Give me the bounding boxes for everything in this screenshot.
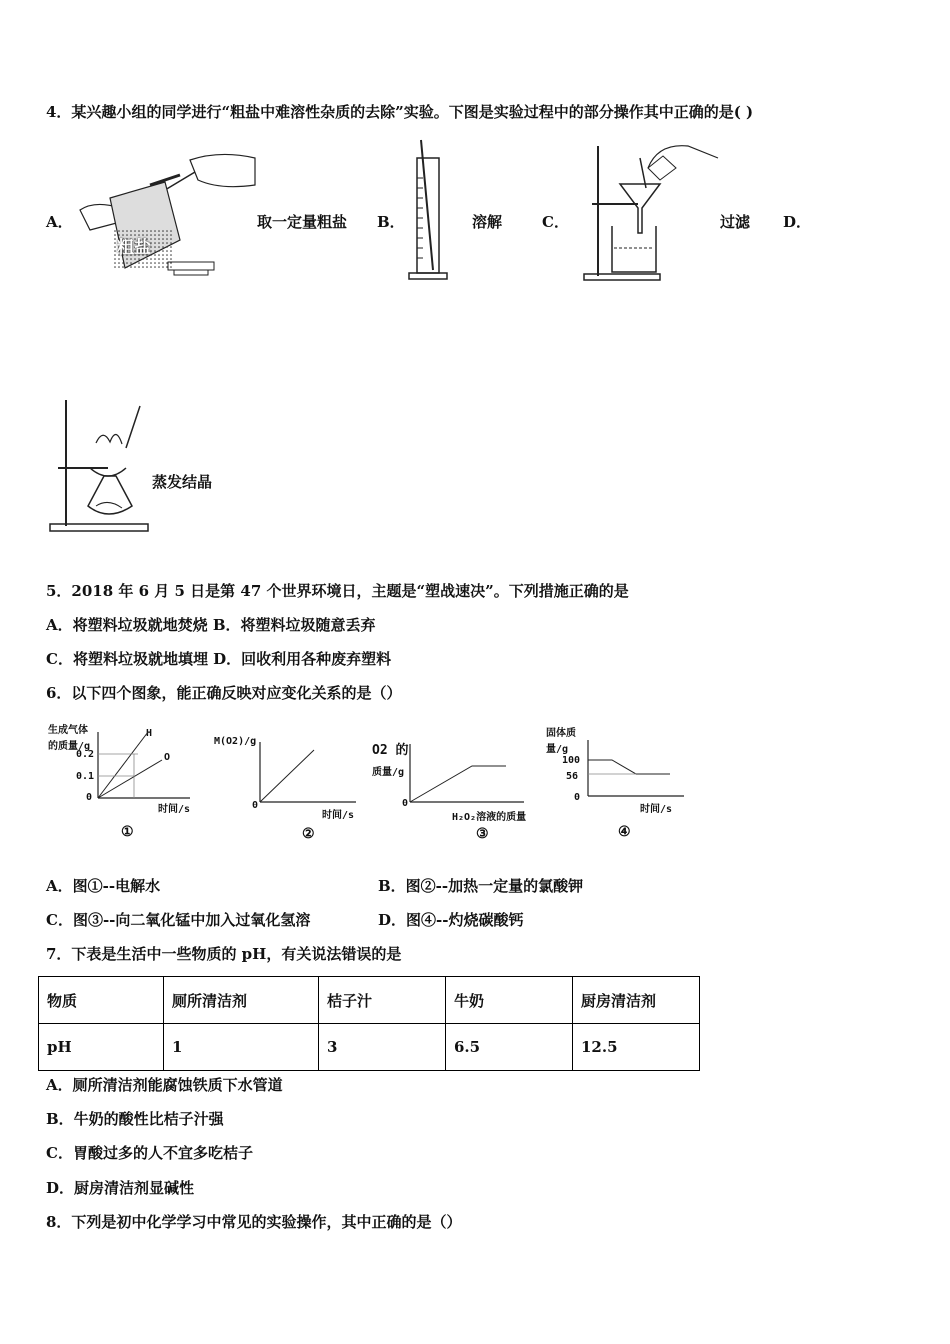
g1-line-h-path xyxy=(98,732,148,798)
graph-2-axes xyxy=(256,738,366,810)
table-header-cell: 桔子汁 xyxy=(319,977,446,1024)
table-header-cell: 物质 xyxy=(39,977,164,1024)
q5-options-cd: C．将塑料垃圾就地填埋 D．回收利用各种废弃塑料 xyxy=(46,650,392,668)
g4-tick-100: 100 xyxy=(562,755,581,766)
g4-ylabel-2: 量/g xyxy=(546,744,569,755)
g1-line-o-path xyxy=(98,760,162,798)
g3-ylabel-1: O2 的 xyxy=(372,743,409,758)
g1-line-h: H xyxy=(146,728,153,739)
g1-ylabel-1: 生成气体 xyxy=(48,725,88,736)
graph-4-axes xyxy=(584,738,694,800)
table-cell: pH xyxy=(39,1024,164,1071)
g4-origin: 0 xyxy=(574,792,581,803)
g1-tick-01: 0.1 xyxy=(76,771,95,782)
q4-label-c: 过滤 xyxy=(720,213,751,231)
q7-option-c: C．胃酸过多的人不宜多吃桔子 xyxy=(46,1144,253,1162)
table-cell: 12.5 xyxy=(573,1024,700,1071)
g1-ylabel-2: 的质量/g xyxy=(48,741,91,752)
salt-scoop-illustration xyxy=(70,150,260,280)
g3-origin: 0 xyxy=(402,798,409,809)
q4-option-c: C． xyxy=(542,213,569,231)
q4-option-d: D． xyxy=(783,213,812,231)
ph-table xyxy=(38,976,700,1071)
q4-label-b: 溶解 xyxy=(472,213,503,231)
graph-1-axes xyxy=(90,728,200,803)
graph-3-axes xyxy=(406,740,536,810)
q5-stem: 5．2018 年 6 月 5 日是第 47 个世界环境日，主题是“塑战速决”。下列措施正确的是 xyxy=(46,582,629,600)
g4-line xyxy=(588,760,670,774)
g4-tick-56: 56 xyxy=(566,771,579,782)
evaporation-illustration xyxy=(48,398,153,533)
g3-line xyxy=(410,766,506,802)
g1-tick-02: 0.2 xyxy=(76,749,95,760)
g1-number: ① xyxy=(121,824,134,840)
table-cell: 3 xyxy=(319,1024,446,1071)
table-header-cell: 厨房清洁剂 xyxy=(573,977,700,1024)
table-header-cell: 厕所清洁剂 xyxy=(164,977,319,1024)
q4-option-a: A． xyxy=(46,213,73,231)
g1-line-o: O xyxy=(164,752,171,763)
q6-option-b: B．图②--加热一定量的氯酸钾 xyxy=(378,877,584,895)
graduated-cylinder-illustration xyxy=(405,138,455,283)
table-row xyxy=(39,1024,700,1071)
q7-option-d: D．厨房清洁剂显碱性 xyxy=(46,1179,195,1197)
g2-origin: 0 xyxy=(252,800,259,811)
g3-xlabel: H₂O₂溶液的质量 xyxy=(452,812,527,823)
g3-number: ③ xyxy=(476,826,489,842)
q8-stem: 8．下列是初中化学学习中常见的实验操作，其中正确的是（） xyxy=(46,1213,462,1231)
q6-option-c: C．图③--向二氧化锰中加入过氧化氢溶 xyxy=(46,911,311,929)
q6-stem: 6．以下四个图象，能正确反映对应变化关系的是（） xyxy=(46,684,402,702)
g4-number: ④ xyxy=(618,824,631,840)
g1-xlabel: 时间/s xyxy=(158,804,191,815)
filtration-illustration xyxy=(578,138,723,283)
q5-options-ab: A．将塑料垃圾就地焚烧 B．将塑料垃圾随意丢弃 xyxy=(46,616,376,634)
g3-ylabel-2: 质量/g xyxy=(372,767,405,778)
q7-option-b: B．牛奶的酸性比桔子汁强 xyxy=(46,1110,224,1128)
g4-ylabel-1: 固体质 xyxy=(546,728,576,739)
q4-label-d: 蒸发结晶 xyxy=(152,473,213,491)
q6-option-d: D．图④--灼烧碳酸钙 xyxy=(378,911,524,929)
salt-label: 粗盐 xyxy=(117,238,151,258)
table-cell: 6.5 xyxy=(446,1024,573,1071)
table-cell: 1 xyxy=(164,1024,319,1071)
g2-ylabel: M(O2)/g xyxy=(214,736,257,747)
g4-xlabel: 时间/s xyxy=(640,804,673,815)
g2-line xyxy=(260,750,314,802)
q7-option-a: A．厕所清洁剂能腐蚀铁质下水管道 xyxy=(46,1076,283,1094)
table-header-row xyxy=(39,977,700,1024)
q4-label-a: 取一定量粗盐 xyxy=(257,213,348,231)
g1-origin: 0 xyxy=(86,792,93,803)
table-header-cell: 牛奶 xyxy=(446,977,573,1024)
g2-number: ② xyxy=(302,826,315,842)
q6-option-a: A．图①--电解水 xyxy=(46,877,161,895)
q4-option-b: B． xyxy=(377,213,405,231)
q4-stem: 4．某兴趣小组的同学进行“粗盐中难溶性杂质的去除”实验。下图是实验过程中的部分操作其中正确的是( ) xyxy=(46,103,754,121)
g2-xlabel: 时间/s xyxy=(322,810,355,821)
q7-stem: 7．下表是生活中一些物质的 pH，有关说法错误的是 xyxy=(46,945,402,963)
